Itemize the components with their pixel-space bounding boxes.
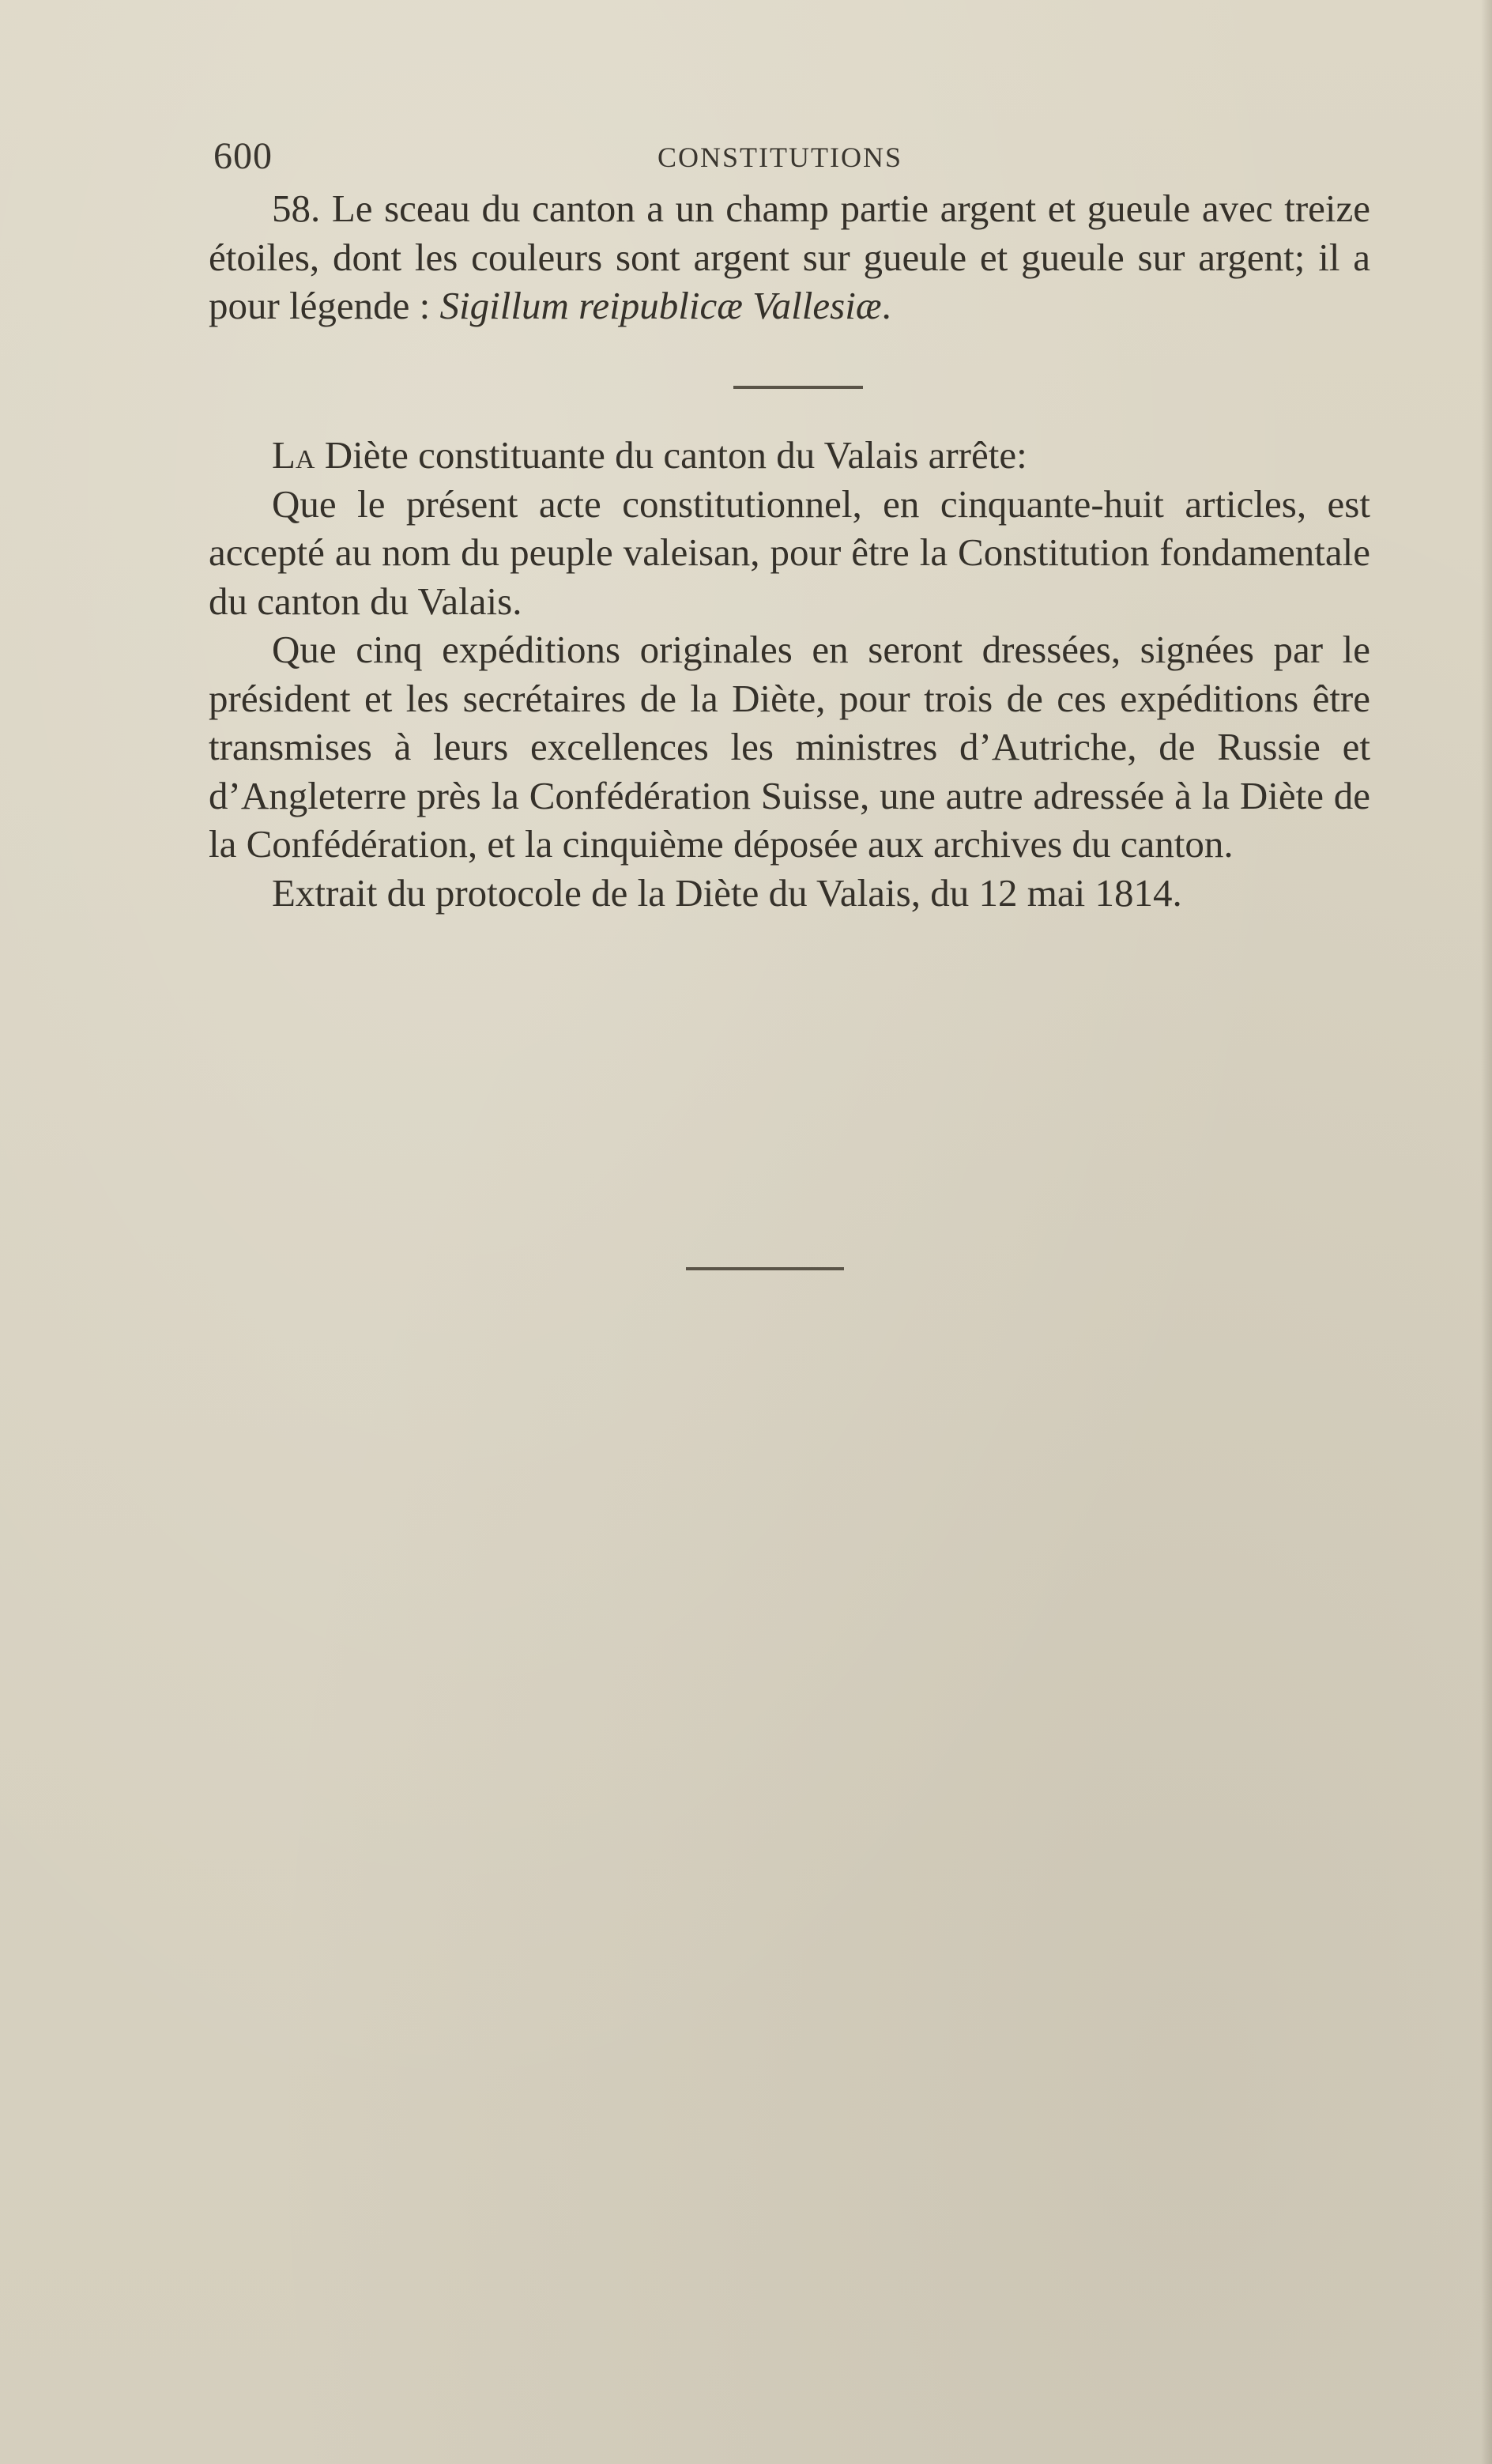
decree-intro-first-word: La <box>272 433 315 477</box>
article-58-end: . <box>881 284 891 327</box>
page-edge-shadow <box>1481 0 1492 2464</box>
decree-paragraph-1: Que le présent acte constitutionnel, en cinquante-huit articles, est accepté au nom du peuple valeisan, pour être la Constitution fondamentale du canton du Valais. <box>209 481 1370 623</box>
decree-paragraph-3: Extrait du protocole de la Diète du Valais, du 12 mai 1814. <box>272 870 1182 915</box>
article-58-text: 58. Le sceau du canton a un champ partie argent et gueule avec treize étoiles, dont les couleurs sont argent sur gueule et gueule sur argent; il a pour légende : <box>209 187 1370 327</box>
seal-legend: Sigillum reipublicæ Vallesiæ <box>439 284 882 327</box>
section-divider <box>733 386 863 389</box>
decree-intro-rest: Diète constituante du canton du Valais arrête: <box>315 433 1027 477</box>
decree-text <box>209 431 1370 917</box>
article-58-paragraph <box>209 184 1370 330</box>
page-number: 600 <box>213 135 273 177</box>
decree-intro <box>209 431 1370 480</box>
page-header <box>213 134 1383 182</box>
running-head: CONSTITUTIONS <box>657 142 902 173</box>
article-58 <box>209 184 1370 330</box>
end-divider <box>686 1267 844 1270</box>
decree-paragraph-2: Que cinq expéditions originales en seront dressées, signées par le président et les secrétaires de la Diète, pour trois de ces expéditions être transmises à leurs excellences les ministres d’Autriche, de Russie et d’Angleterre près la Confédération Suisse, une autre adressée à la Diète de la Confédération, et la cinquième déposée aux archives du canton. <box>209 628 1370 866</box>
